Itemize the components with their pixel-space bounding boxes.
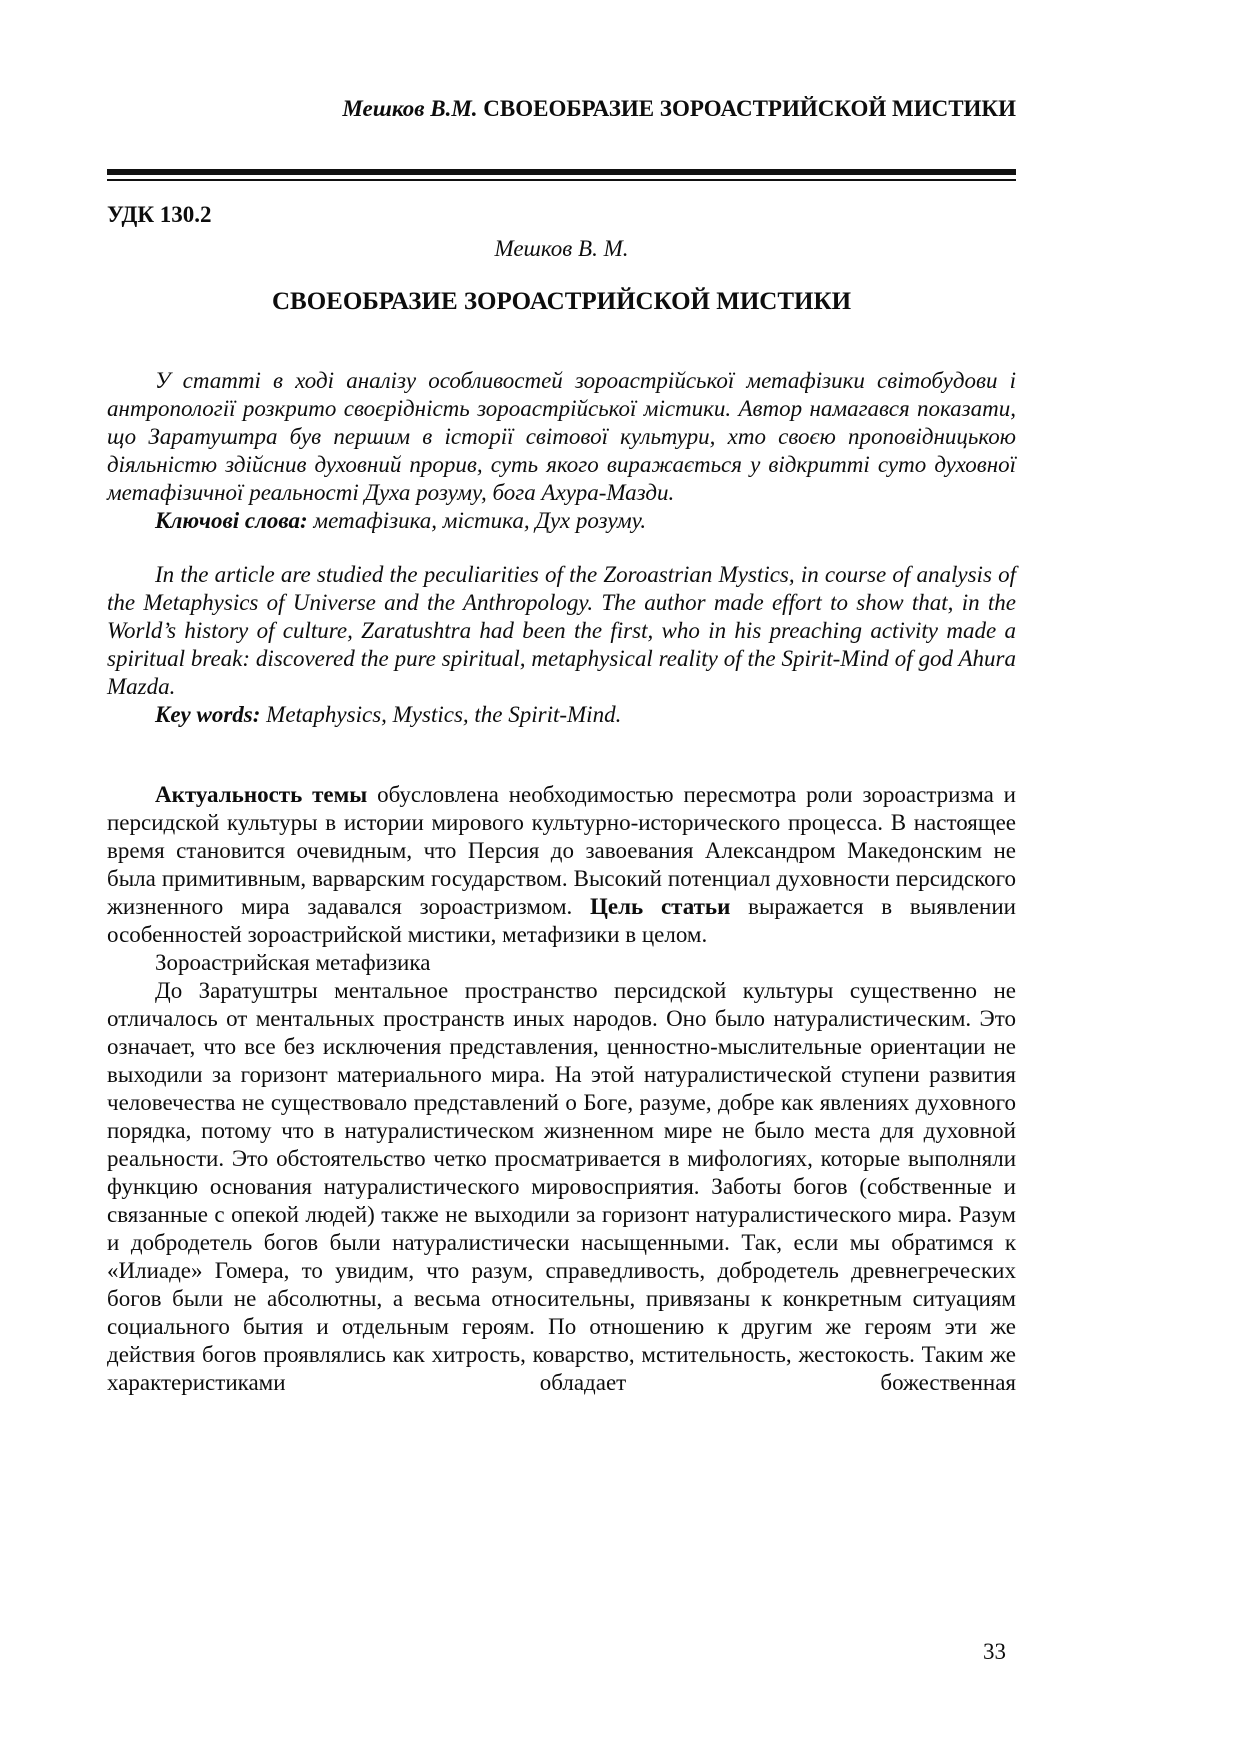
page-number: 33 — [983, 1639, 1006, 1664]
abstract-ukrainian: У статті в ході аналізу особливостей зороастрійської метафізики світобудови і антропології розкрито своєрідність зороастрійської містики. Автор намагався показати, що Заратуштра був першим в історії світової культури, хто своєю проповідницькою діяльністю здійснив духовний прорив, суть якого виражається у відкритті суто духовної метафізичної реальності Духа розуму, бога Ахура-Мазди. — [107, 368, 1016, 505]
keywords-english — [107, 701, 1016, 729]
lead-in-goal: Цель статьи — [590, 894, 731, 919]
keywords-ukrainian-text: метафізика, містика, Дух розуму. — [307, 508, 647, 533]
running-head-title: СВОЕОБРАЗИЕ ЗОРОАСТРИЙСКОЙ МИСТИКИ — [477, 96, 1016, 121]
udc-number: УДК 130.2 — [107, 202, 212, 227]
article-title: СВОЕОБРАЗИЕ ЗОРОАСТРИЙСКОЙ МИСТИКИ — [271, 288, 852, 315]
keywords-ukrainian-label: Ключові слова: — [155, 508, 308, 533]
article-author: Мешков В. М. — [494, 236, 629, 261]
running-head — [107, 95, 1016, 123]
keywords-ukrainian — [107, 507, 1016, 535]
paragraph-metaphysics: До Заратуштры ментальное пространство персидской культуры существенно не отличалось от ментальных пространств иных народов. Оно было натуралистическим. Это означает, что все без исключения представления, ценностно-мыслительные ориентации не выходили за горизонт материального мира. На этой натуралистической ступени развития человечества не существовало представлений о Боге, разуме, добре как явлениях духовного порядка, потому что в натуралистическом жизненном мире не было места для духовной реальности. Это обстоятельство четко просматривается в мифологиях, которые выполняли функцию основания натуралистического мировосприятия. Заботы богов (собственные и связанные с опекой людей) также не выходили за горизонт натуралистического мира. Разум и добродетель богов были натуралистически насыщенными. Так, если мы обратимся к «Илиаде» Гомера, то увидим, что разум, справедливость, добродетель древнегреческих богов были не абсолютны, а весьма относительны, привязаны к конкретным ситуациям социального бытия и отдельным героям. По отношению к другим же героям эти же действия богов проявлялись как хитрость, коварство, мстительность, жестокость. Таким же характеристиками обладает божественная — [107, 978, 1016, 1395]
paragraph-relevance — [107, 781, 1016, 949]
paragraph-goal-text: выражается в выявлении особенностей зороастрийской мистики, метафизики в целом. — [107, 894, 1016, 947]
keywords-english-text: Metaphysics, Mystics, the Spirit-Mind. — [260, 702, 622, 727]
paragraph-relevance-text: обусловлена необходимостью пересмотра роли зороастризма и персидской культуры в истории мирового культурно-исторического процесса. В настоящее время становится очевидным, что Персия до завоевания Александром Македонским не была примитивным, варварским государством. Высокий потенциал духовности персидского жизненного мира задавался зороастризмом. — [107, 782, 1016, 919]
keywords-english-label: Key words: — [155, 702, 261, 727]
article-body — [107, 781, 1016, 1397]
running-head-author: Мешков В.М. — [342, 96, 478, 121]
lead-in-relevance: Актуальность темы — [155, 782, 368, 807]
subheading-zoroastrian-metaphysics: Зороастрийская метафизика — [155, 950, 431, 975]
header-double-rule — [107, 169, 1016, 181]
abstract-english: In the article are studied the peculiarities of the Zoroastrian Mystics, in course of analysis of the Metaphysics of Universe and the Anthropology. The author made effort to show that, in the World’s history of culture, Zaratushtra had been the first, who in his preaching activity made a spiritual break: discovered the pure spiritual, metaphysical reality of the Spirit-Mind of god Ahura Mazda. — [107, 562, 1016, 699]
